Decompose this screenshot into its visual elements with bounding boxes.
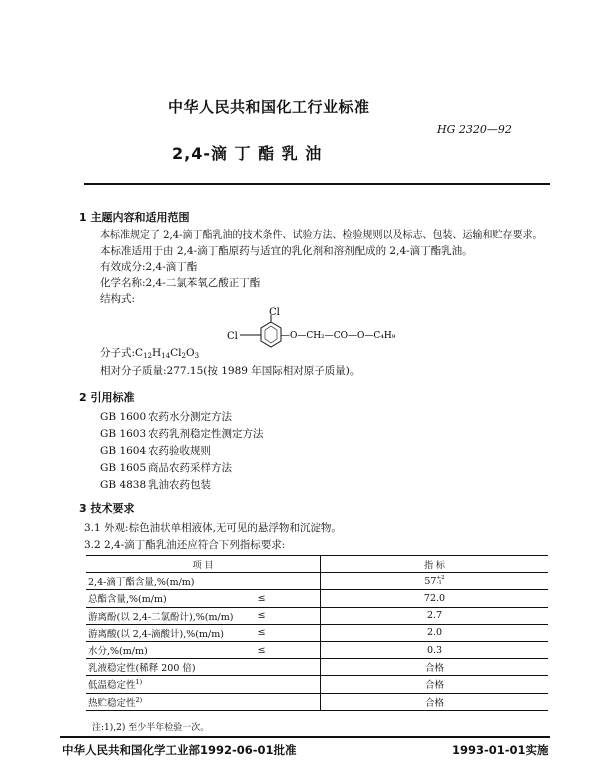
footer-rule <box>60 736 550 738</box>
formula-h: H <box>152 347 162 359</box>
formula-h-count: 14 <box>161 352 171 360</box>
active-ingredient: 有效成分:2,4-滴丁酯 <box>100 261 198 273</box>
row-value: 2.0 <box>321 624 549 641</box>
row-value: 0.3 <box>321 641 549 658</box>
ref-item <box>100 479 264 496</box>
table-header-row <box>86 556 548 573</box>
value-main: 57 <box>424 575 437 587</box>
table-row <box>86 676 548 693</box>
chlorine-top: Cl <box>269 307 280 318</box>
formula-label: 分子式:C <box>100 347 144 359</box>
ref-title: 农药水分测定方法 <box>148 411 232 423</box>
ref-code: GB 1605 <box>100 462 147 474</box>
approval-line: 中华人民共和国化学工业部1992-06-01批准 <box>62 743 297 757</box>
molecular-weight: 相对分子质量:277.15(按 1989 年国际相对原子质量)。 <box>100 365 361 377</box>
row-item: 2,4-滴丁酯含量,%(m/m) <box>86 573 203 590</box>
value-tolerance <box>436 576 444 586</box>
effective-date: 1993-01-01实施 <box>452 743 549 757</box>
tolerance-upper: +2 <box>436 575 445 582</box>
requirements-table <box>86 555 548 711</box>
section-3-heading: 3 技术要求 <box>79 502 135 515</box>
row-item: 水分,%(m/m) <box>86 641 203 658</box>
row-op: ≤ <box>203 624 320 641</box>
ref-code: GB 1600 <box>100 411 147 423</box>
row-value: 合格 <box>321 659 549 676</box>
table-row <box>86 624 548 641</box>
footnote-mark: 1) <box>135 678 143 687</box>
chemical-name: 化学名称:2,4-二氯苯氧乙酸正丁酯 <box>100 277 261 289</box>
formula-o-count: 3 <box>194 352 200 360</box>
row-op <box>203 676 320 693</box>
ref-list <box>100 411 264 496</box>
row-item: 乳液稳定性(稀释 200 倍) <box>86 659 203 676</box>
row-item <box>86 676 203 693</box>
ref-item <box>100 462 264 479</box>
formula-cl: Cl <box>170 347 182 359</box>
row-op <box>203 573 320 590</box>
item-3-2: 3.2 2,4-滴丁酯乳油还应符合下列指标要求: <box>84 539 286 551</box>
header-rule <box>84 183 550 185</box>
row-item <box>86 693 203 710</box>
row-value: 合格 <box>321 676 549 693</box>
ref-item <box>100 428 264 445</box>
row-op <box>203 659 320 676</box>
row-value: 合格 <box>321 693 549 710</box>
row-item: 游离酚(以 2,4-二氯酚计),%(m/m) <box>86 607 203 624</box>
ref-title: 商品农药采样方法 <box>148 462 232 474</box>
col-item-header: 项 目 <box>86 556 321 573</box>
formula-o: O <box>185 347 195 359</box>
section-1-para-1: 本标准规定了 2,4-滴丁酯乳油的技术条件、试验方法、检验规则以及标志、包装、运输和贮存要求。 <box>100 230 543 241</box>
footnote-mark: 2) <box>135 695 143 704</box>
row-item: 游离酸(以 2,4-滴酸计),%(m/m) <box>86 624 203 641</box>
table-row <box>86 641 548 658</box>
benzene-inner-ring <box>265 326 277 343</box>
chlorine-left: Cl <box>227 331 238 342</box>
row-op <box>203 693 320 710</box>
ref-title: 农药验收规则 <box>148 445 211 457</box>
section-2-heading: 2 引用标准 <box>79 391 135 404</box>
row-op: ≤ <box>203 590 320 607</box>
ref-item <box>100 445 264 462</box>
doc-title: 2,4-滴 丁 酯 乳 油 <box>172 144 323 163</box>
molecular-formula <box>100 347 199 363</box>
ref-title: 农药乳剂稳定性测定方法 <box>148 428 264 440</box>
col-value-header: 指 标 <box>321 556 549 573</box>
row-item: 总酯含量,%(m/m) <box>86 590 203 607</box>
row-value <box>321 573 549 590</box>
structure-label: 结构式: <box>100 293 136 305</box>
ref-code: GB 1604 <box>100 445 147 457</box>
table-note: 注:1),2) 至少半年检验一次。 <box>92 723 210 733</box>
std-number: HG 2320—92 <box>437 123 512 136</box>
formula-c-count: 12 <box>143 352 152 360</box>
table-row <box>86 590 548 607</box>
formula-cl-count: 2 <box>181 352 186 360</box>
item-3-1: 3.1 外观:棕色油状单相液体,无可见的悬浮物和沉淀物。 <box>84 522 342 534</box>
row-value: 2.7 <box>321 607 549 624</box>
item-text: 热贮稳定性 <box>88 697 136 709</box>
item-text: 低温稳定性 <box>88 680 136 692</box>
table-row <box>86 607 548 624</box>
row-op: ≤ <box>203 607 320 624</box>
row-op: ≤ <box>203 641 320 658</box>
section-1-para-2: 本标准适用于由 2,4-滴丁酯原药与适宜的乳化剂和溶剂配成的 2,4-滴丁酯乳油。 <box>100 245 473 257</box>
ref-item <box>100 411 264 428</box>
tolerance-lower: -1 <box>436 580 442 587</box>
ref-title: 乳油农药包装 <box>148 479 211 491</box>
table-row <box>86 573 548 590</box>
side-chain: —O—CH₂—CO—O—C₄H₉ <box>281 331 396 341</box>
table-row <box>86 693 548 710</box>
org-title: 中华人民共和国化工行业标准 <box>168 98 370 116</box>
ref-code: GB 1603 <box>100 428 147 440</box>
table-row <box>86 659 548 676</box>
ref-code: GB 4838 <box>100 479 147 491</box>
structural-formula <box>225 307 405 357</box>
section-1-heading: 1 主题内容和适用范围 <box>79 211 190 224</box>
row-value: 72.0 <box>321 590 549 607</box>
